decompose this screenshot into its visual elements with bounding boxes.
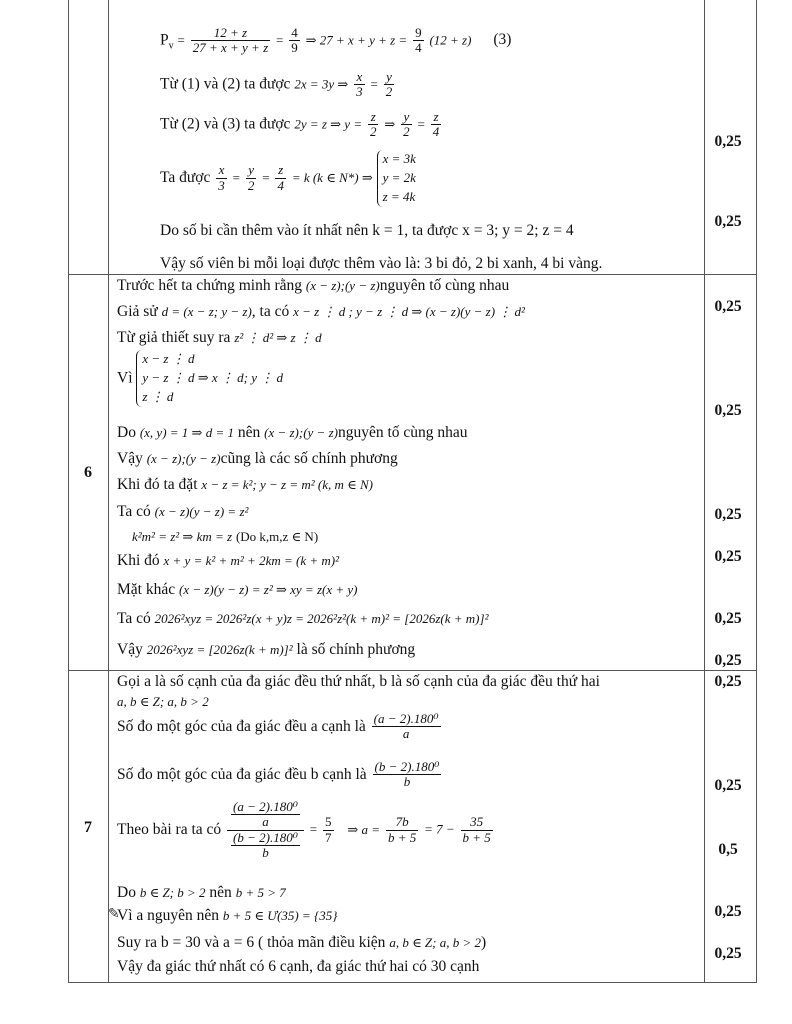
s5-line-ratio: Ta được $\frac{x}{3}$ = $\frac{y}{2}$ = $\frac{z}{4}$ = k (k ∈ N*) ⇒ x = 3k y = 2k z = 4k (160, 150, 416, 207)
s6-score-6: 0,25 (714, 652, 742, 669)
s6-score-5: 0,25 (714, 610, 742, 627)
s6-line-2: Giả sử d = (x − z; y − z), ta có x − z ⋮ d ; y − z ⋮ d ⇒ (x − z)(y − z) ⋮ d² (117, 303, 525, 320)
s7-compound-fraction: $\frac{\frac{\text{(a − 2).180⁰}}{a}}{\frac{\text{(b − 2).180⁰}}{b}}$ (227, 800, 304, 860)
s6-line-10: Khi đó x + y = k² + m² + 2km = (k + m)² (117, 552, 339, 569)
row-divider-5-6 (68, 274, 756, 275)
table-border-bottom (68, 982, 756, 983)
s6-score-1: 0,25 (714, 298, 742, 315)
s6-line-11: Mặt khác (x − z)(y − z) = z² ⇒ xy = z(x + y) (117, 581, 358, 598)
s7-score-5: 0,25 (714, 945, 742, 962)
s7-line-4: Theo bài ra ta có $\frac{\frac{\text{(a − 2).180⁰}}{a}}{\frac{\text{(b − 2).180⁰}}{b}}$ = $\frac{5}{7}$ ⇒ a = $\frac{7b}{b + 5}$ = 7 − $\frac{35}{b + 5}$ (117, 799, 491, 860)
s6-line-12: Ta có 2026²xyz = 2026²z(x + y)z = 2026²z²(k + m)² = [2026z(k + m)]² (117, 610, 489, 627)
s5-line-from12: Từ (1) và (2) ta được 2x = 3y ⇒ $\frac{x}{3}$ = $\frac{y}{2}$ (160, 69, 393, 100)
s6-line-4: Vì x − z ⋮ d y − z ⋮ d ⇒ x ⋮ d; y ⋮ d z ⋮ d (117, 350, 283, 407)
s5-line-pv: $P_v$ = $\frac{12 + z}{27 + x + y + z}$ = $\frac{4}{9}$ ⇒ 27 + x + y + z = $\frac{9}{4}$ (12 + z) (3) (160, 25, 512, 56)
s5-system: x = 3k y = 2k z = 4k (377, 150, 416, 207)
s5-line-conclusion: Vậy số viên bi mỗi loại được thêm vào là: 3 bi đỏ, 2 bi xanh, 4 bi vàng. (160, 255, 603, 272)
s7-number: 7 (84, 819, 92, 836)
s5-score-1: 0,25 (714, 133, 742, 150)
s5-score-2: 0,25 (714, 213, 742, 230)
s7-score-2: 0,25 (714, 777, 742, 794)
s6-line-7: Khi đó ta đặt x − z = k²; y − z = m² (k, m ∈ N) (117, 476, 374, 493)
s6-score-3: 0,25 (714, 506, 742, 523)
s6-line-1: Trước hết ta chứng minh rằng (x − z);(y − z)nguyên tố cùng nhau (117, 277, 510, 294)
s6-line-9: k²m² = z² ⇒ km = z (Do k,m,z ∈ N) (132, 529, 319, 544)
s7-pencil-mark: ✎ (108, 907, 120, 922)
s7-line-3: Số đo một góc của đa giác đều b cạnh là $\frac{\text{(b − 2).180⁰}}{b}$ (117, 759, 440, 790)
s7-line-6: Vì a nguyên nên b + 5 ∈ Ư(35) = {35} (117, 907, 338, 924)
table-border-col2 (704, 0, 705, 983)
s6-line-3: Từ giả thiết suy ra z² ⋮ d² ⇒ z ⋮ d (117, 329, 322, 346)
s5-line-k1: Do số bi cần thêm vào ít nhất nên k = 1, ta được x = 3; y = 2; z = 4 (160, 222, 574, 239)
s6-line-8: Ta có (x − z)(y − z) = z² (117, 503, 249, 520)
s7-line-7: Suy ra b = 30 và a = 6 ( thỏa mãn điều kiện a, b ∈ Z; a, b > 2) (117, 934, 487, 951)
s6-line-5: Do (x, y) = 1 ⇒ d = 1 nên (x − z);(y − z)nguyên tố cùng nhau (117, 424, 468, 441)
s7-score-3: 0,5 (718, 841, 738, 858)
s7-line-5: Do b ∈ Z; b > 2 nên b + 5 > 7 (117, 884, 286, 901)
s7-line-2: Số đo một góc của đa giác đều a cạnh là $\frac{\text{(a − 2).180⁰}}{a}$ (117, 711, 439, 742)
s6-system: x − z ⋮ d y − z ⋮ d ⇒ x ⋮ d; y ⋮ d z ⋮ d (136, 350, 283, 407)
s7-score-1: 0,25 (714, 673, 742, 690)
s6-score-2: 0,25 (714, 402, 742, 419)
s7-line-1: Gọi a là số cạnh của đa giác đều thứ nhất, b là số cạnh của đa giác đều thứ hai (117, 673, 600, 690)
s6-number: 6 (84, 464, 92, 481)
s5-line-from23: Từ (2) và (3) ta được 2y = z ⇒ y = $\frac{z}{2}$ ⇒ $\frac{y}{2}$ = $\frac{z}{4}$ (160, 109, 440, 140)
s6-line-13: Vậy 2026²xyz = [2026z(k + m)]² là số chính phương (117, 641, 416, 658)
table-border-right (756, 0, 757, 983)
s7-score-4: 0,25 (714, 903, 742, 920)
s7-line-1b: a, b ∈ Z; a, b > 2 (117, 694, 209, 709)
s7-line-8: Vậy đa giác thứ nhất có 6 cạnh, đa giác thứ hai có 30 cạnh (117, 958, 480, 975)
row-divider-6-7 (68, 670, 756, 671)
s6-line-6: Vậy (x − z);(y − z)cũng là các số chính phương (117, 450, 398, 467)
table-border-col1 (108, 0, 109, 983)
s6-score-4: 0,25 (714, 548, 742, 565)
